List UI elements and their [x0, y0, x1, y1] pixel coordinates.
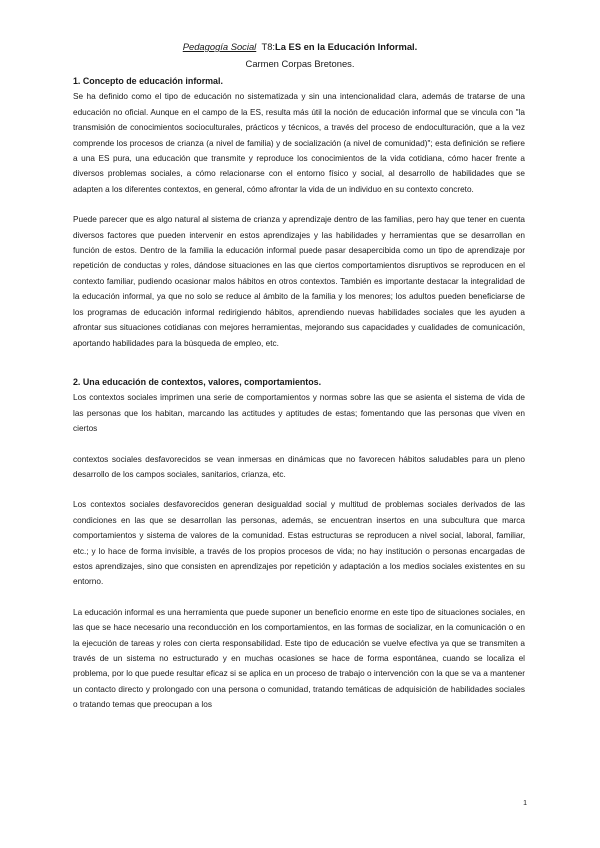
section-1-paragraph-1: Se ha definido como el tipo de educación no sistematizada y sin una intencionalidad clara, además de tratarse de una educación no oficial. Aunque en el campo de la ES, resulta más útil la noción de educación informal que se vincula con "la transmisión de conocimientos socioculturales, prácticos y técnicos, a través del proceso de endoculturación, que a la vez comprende los procesos de crianza (a nivel de familia) y de socialización (a nivel de comunidad)"; esta definición se refiere a una ES pura, una educación que transmite y reproduce los conocimientos de la vida cotidiana, cómo hacer frente a diversos problemas sociales, a cómo relacionarse con el entorno físico y social, al desarrollo de habilidades que se adapten a los diferentes contextos, en general, cómo afrontar la vida de un individuo en su contexto concreto.: [73, 92, 525, 194]
section-2-paragraph-3: Los contextos sociales desfavorecidos generan desigualdad social y multitud de problemas sociales derivados de las condiciones en las que se desarrollan las personas, además, se encuentran insertos en una subcultura que marca comportamientos y sistema de valores de la comunidad. Estas estructuras se reproducen a nivel social, laboral, familiar, etc.; y lo hace de forma invisible, a través de los propios procesos de vida; no hay institución o personas encargadas de estos aprendizajes, sino que consisten en aprendizajes por repetición y adaptación a los medios sociales existentes en su entorno.: [73, 500, 525, 587]
page-number: 1: [523, 800, 527, 807]
topic-code: T8:: [261, 41, 276, 52]
author-name: Carmen Corpas Bretones.: [245, 58, 355, 69]
section-2-paragraph-1: Los contextos sociales imprimen una serie de comportamientos y normas sobre las que se asienta el sistema de vida de las personas que los habitan, marcando las actitudes y aptitudes de estas; fomentando que las personas que viven en ciertos: [73, 393, 525, 434]
document-body: [73, 74, 525, 713]
section-2-paragraph-2: contextos sociales desfavorecidos se vean inmersas en dinámicas que no favorecen hábitos saludables para un pleno desarrollo de los campos sociales, sanitarios, crianza, etc.: [73, 454, 525, 479]
section-2-heading: 2. Una educación de contextos, valores, comportamientos.: [73, 376, 322, 387]
course-name: Pedagogía Social: [182, 41, 257, 52]
section-2-paragraph-4: La educación informal es una herramienta que puede suponer un beneficio enorme en este tipo de situaciones sociales, en las que se hace necesario una reconducción en los comportamientos, en las formas de socializar, en la comunicación o en la ejecución de tareas y roles con cierta responsabilidad. Este tipo de educación se vuelve efectiva ya que se transmiten a través de un sistema no estructurado y en muchas ocasiones se hace de forma espontánea, cuando se localiza el problema, por lo que puede resultar eficaz si se aplica en un proceso de trabajo o intervención con la que se va a mantener un contacto directo y prolongado con una persona o comunidad, tratando temáticas de adquisición de habilidades sociales o tratando temas que preocupan a los: [73, 607, 525, 710]
topic-title: La ES en la Educación Informal.: [275, 41, 418, 52]
title-line: [0, 38, 600, 55]
section-1-paragraph-2: Puede parecer que es algo natural al sistema de crianza y aprendizaje dentro de las familias, pero hay que tener en cuenta diversos factores que pueden intervenir en estos aprendizajes y las habilidades y herramientas que se desarrollan en función de estos. Dentro de la familia la educación informal puede pasar desapercibida como un tipo de aprendizaje por repetición de conductas y roles, dándose situaciones en las que ciertos comportamientos disruptivos se reproducen en el contexto familiar, pudiendo ocasionar malos hábitos en otros contextos. También es importante destacar la integralidad de la educación informal, ya que no solo se reduce al ámbito de la familia y los menores; los adultos pueden beneficiarse de los programas de educación informal redirigiendo hábitos, aprendiendo nuevas habilidades sociales que les ayuden a afrontar sus situaciones cotidianas con mejores herramientas, mejorando sus capacidades y cualidades de comunicación, aportando habilidades para la búsqueda de empleo, etc.: [73, 215, 525, 348]
section-1-heading: 1. Concepto de educación informal.: [73, 76, 223, 86]
document-header: [0, 38, 600, 72]
